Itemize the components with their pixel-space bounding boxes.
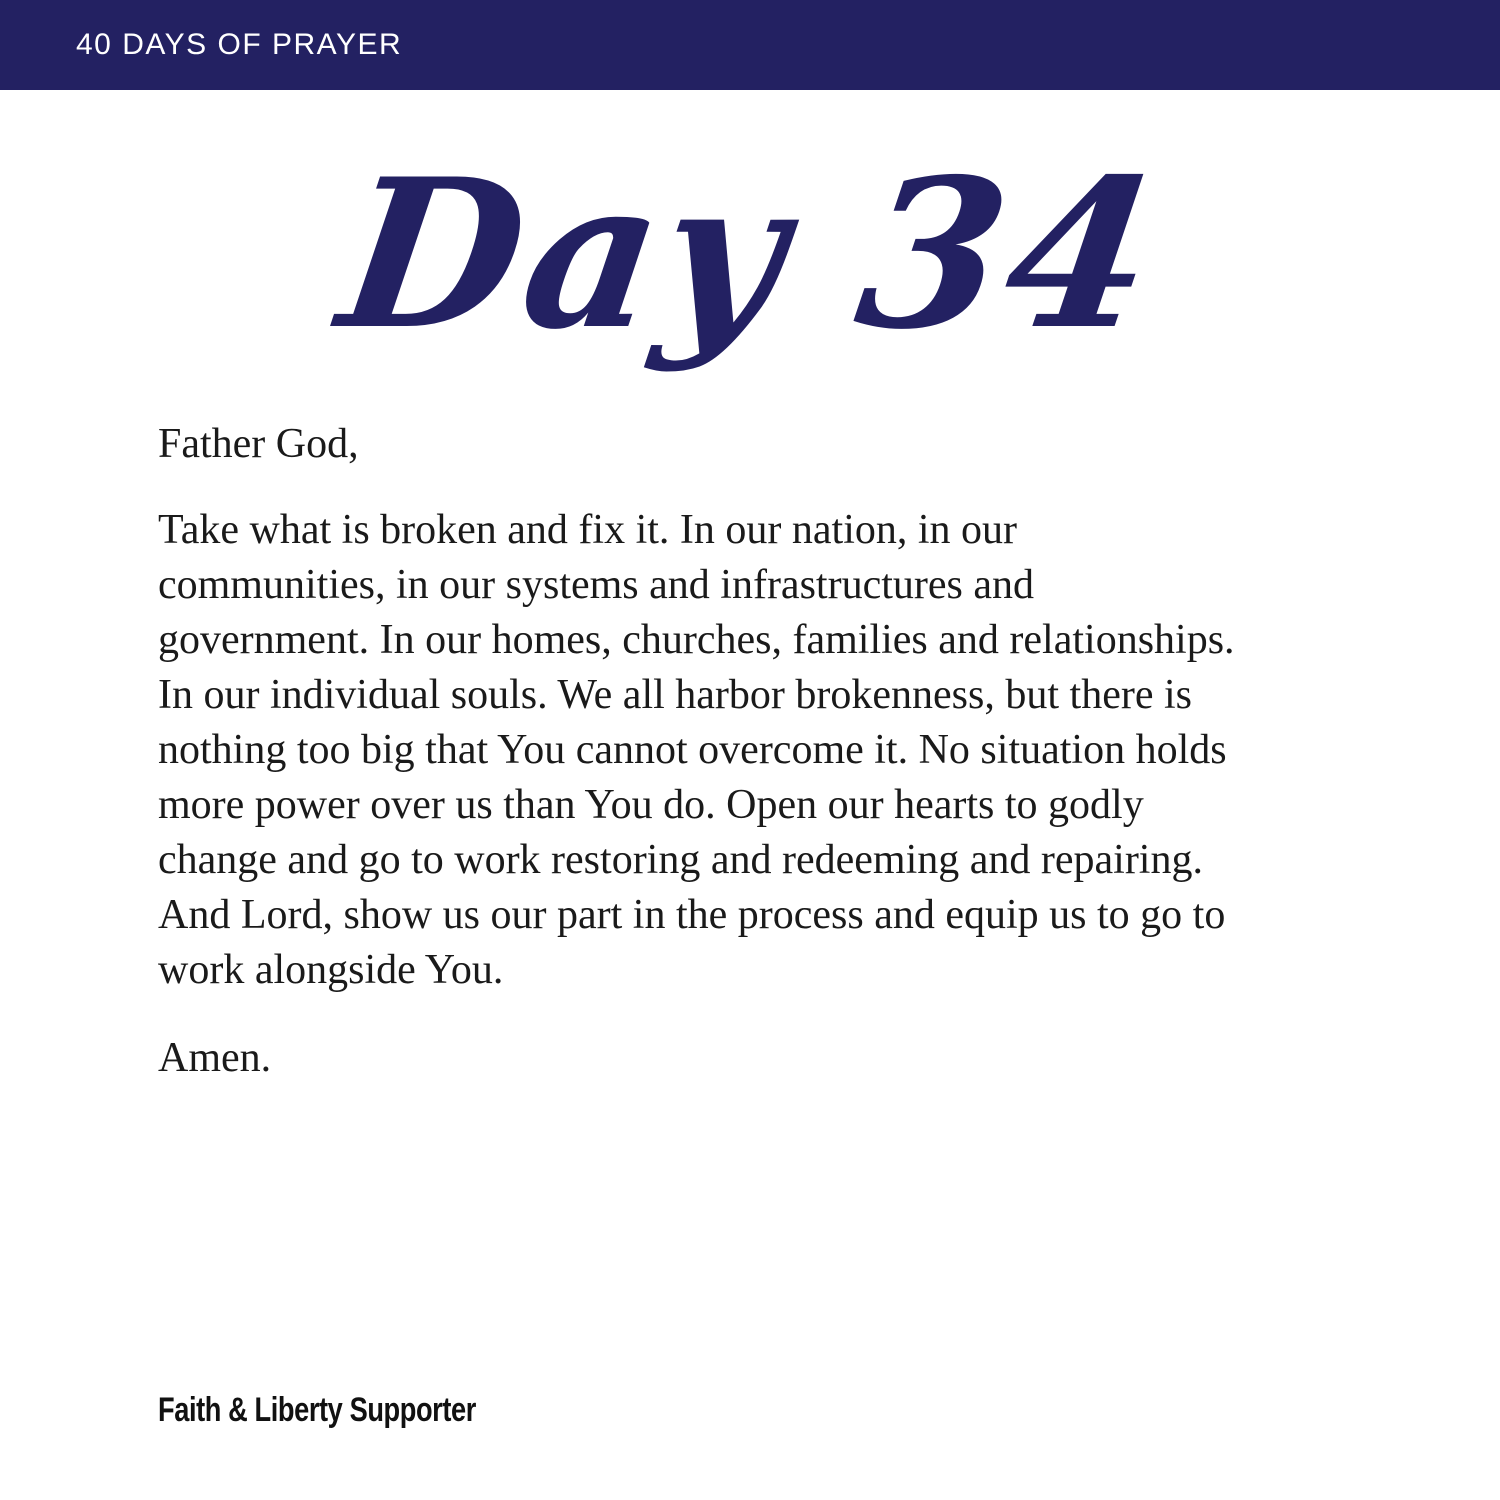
prayer-line: Take what is broken and fix it. In our nation, in our	[158, 507, 1018, 553]
prayer-line: change and go to work restoring and redeeming and repairing.	[158, 837, 1203, 883]
prayer-line: nothing too big that You cannot overcome it. No situation holds	[158, 727, 1227, 773]
day-heading: Day 34	[327, 135, 1173, 375]
prayer-text	[158, 415, 1358, 1081]
prayer-line: communities, in our systems and infrastructures and	[158, 562, 1034, 608]
prayer-closing: Amen.	[158, 1035, 272, 1081]
prayer-line: more power over us than You do. Open our hearts to godly	[158, 782, 1144, 828]
top-banner	[0, 0, 1500, 90]
prayer-line: And Lord, show us our part in the process and equip us to go to	[158, 892, 1226, 938]
footer-credit: Faith & Liberty Supporter	[158, 1391, 476, 1429]
prayer-line: government. In our homes, churches, families and relationships.	[158, 617, 1235, 663]
prayer-salutation: Father God,	[158, 421, 359, 467]
prayer-line: work alongside You.	[158, 947, 504, 993]
prayer-line: In our individual souls. We all harbor brokenness, but there is	[158, 672, 1192, 718]
series-title: 40 DAYS OF PRAYER	[76, 28, 403, 61]
prayer-body	[158, 503, 1235, 998]
